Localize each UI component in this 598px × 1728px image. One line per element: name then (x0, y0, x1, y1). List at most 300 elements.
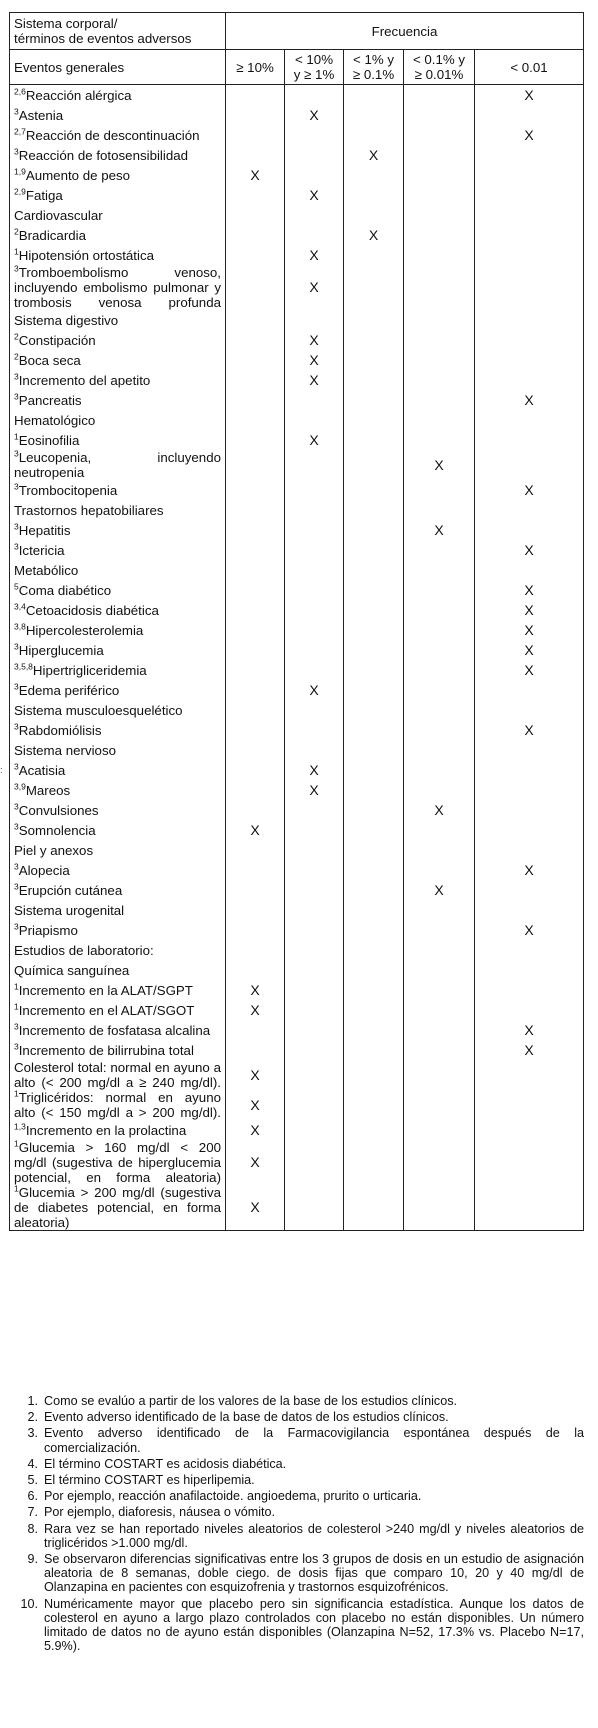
freq-cell-1 (226, 640, 285, 660)
freq-cell-5 (475, 430, 584, 450)
freq-cell-2 (285, 520, 344, 540)
freq-cell-2 (285, 225, 344, 245)
freq-cell-5 (475, 165, 584, 185)
freq-cell-5 (475, 520, 584, 540)
freq-cell-5 (475, 330, 584, 350)
event-term (10, 105, 226, 125)
margin-dots: : (0, 765, 3, 775)
freq-cell-5 (475, 960, 584, 980)
section-label (10, 840, 226, 860)
freq-cell-1 (226, 860, 285, 880)
footnote-ref: 3 (14, 921, 19, 932)
footnote-text: El término COSTART es hiperlipemia. (44, 1473, 255, 1488)
term-text: Hipercolesterolemia (25, 622, 144, 638)
term-text: Erupción cutánea (18, 882, 123, 898)
freq-cell-5 (475, 450, 584, 480)
freq-cell-4: X (404, 880, 475, 900)
freq-cell-5: X (475, 640, 584, 660)
footnote-number: 5. (27, 1473, 38, 1488)
freq-cell-5 (475, 840, 584, 860)
table-row (10, 600, 584, 620)
term-text: Leucopenia, incluyendo neutropenia (14, 450, 221, 480)
freq-cell-1 (226, 370, 285, 390)
section-label (10, 500, 226, 520)
col-header-2: < 10% y ≥ 1% (285, 50, 344, 85)
table-row (10, 430, 584, 450)
term-text: Aumento de peso (25, 167, 131, 183)
freq-cell-4 (404, 760, 475, 780)
footnote-ref: 5 (14, 581, 19, 592)
freq-cell-5 (475, 245, 584, 265)
event-term (10, 225, 226, 245)
freq-cell-2 (285, 700, 344, 720)
section-row (10, 840, 584, 860)
term-text: Metabólico (14, 562, 79, 578)
freq-cell-3: X (344, 225, 404, 245)
event-term (10, 330, 226, 350)
freq-cell-2 (285, 560, 344, 580)
freq-cell-2 (285, 620, 344, 640)
table-row (10, 165, 584, 185)
footnote-item (18, 1394, 584, 1408)
freq-cell-3 (344, 165, 404, 185)
term-text: Sistema musculoesquelético (14, 702, 183, 718)
freq-cell-3 (344, 330, 404, 350)
freq-cell-1: X (226, 1060, 285, 1090)
freq-cell-3 (344, 800, 404, 820)
event-term (10, 640, 226, 660)
freq-cell-1 (226, 390, 285, 410)
freq-cell-1 (226, 900, 285, 920)
header-row-top (10, 13, 584, 50)
freq-cell-2: X (285, 330, 344, 350)
freq-cell-2: X (285, 430, 344, 450)
freq-cell-1 (226, 680, 285, 700)
event-term (10, 370, 226, 390)
freq-cell-1 (226, 410, 285, 430)
event-term (10, 600, 226, 620)
freq-cell-2 (285, 85, 344, 106)
freq-cell-5: X (475, 920, 584, 940)
section-label (10, 940, 226, 960)
freq-cell-4 (404, 940, 475, 960)
event-term (10, 1090, 226, 1120)
freq-cell-3 (344, 740, 404, 760)
term-text: Coma diabético (18, 582, 112, 598)
freq-cell-2 (285, 1090, 344, 1120)
freq-cell-1 (226, 125, 285, 145)
footnote-ref: 3 (14, 541, 19, 552)
footnote-ref: 2 (14, 351, 19, 362)
footnote-ref: 1 (14, 431, 19, 442)
footnote-ref: 3 (14, 641, 19, 652)
freq-cell-4 (404, 780, 475, 800)
freq-cell-1: X (226, 820, 285, 840)
table-row (10, 225, 584, 245)
footnote-text: Por ejemplo, diaforesis, náusea o vómito. (44, 1505, 276, 1520)
freq-cell-3 (344, 450, 404, 480)
freq-cell-1 (226, 920, 285, 940)
table-row (10, 330, 584, 350)
freq-cell-1 (226, 700, 285, 720)
event-term (10, 390, 226, 410)
section-label (10, 700, 226, 720)
freq-cell-5: X (475, 540, 584, 560)
freq-cell-4 (404, 980, 475, 1000)
footnote-ref: 3 (14, 721, 19, 732)
freq-cell-3 (344, 760, 404, 780)
footnote-ref: 3,5,8 (14, 661, 33, 672)
freq-cell-1 (226, 500, 285, 520)
freq-cell-4 (404, 540, 475, 560)
freq-cell-5 (475, 980, 584, 1000)
footnote-item (18, 1597, 584, 1654)
freq-cell-3 (344, 185, 404, 205)
freq-cell-1: X (226, 165, 285, 185)
freq-cell-2 (285, 1020, 344, 1040)
freq-cell-1 (226, 540, 285, 560)
event-term (10, 1140, 226, 1185)
term-text: Eosinofilia (18, 432, 80, 448)
freq-cell-5 (475, 370, 584, 390)
term-text: Química sanguínea (14, 962, 130, 978)
term-text: Trombocitopenia (18, 482, 118, 498)
col-header-1: ≥ 10% (226, 50, 285, 85)
footnote-ref: 3 (14, 801, 19, 812)
footnote-text: Se observaron diferencias significativas entre los 3 grupos de dosis en un estudio de asignación aleatoria de 8 semanas, doble ciego. de dosis fijas que comparo 10, 20 y 40 mg/dl de Olanzapina en pacientes con esquizofrenia y trastornos esquizofrénicos. (44, 1552, 584, 1595)
footnote-ref: 3 (14, 881, 19, 892)
footnote-ref: 1,3 (14, 1121, 26, 1132)
footnote-number: 6. (27, 1489, 38, 1504)
footnote-number: 10. (20, 1596, 38, 1611)
freq-cell-4 (404, 245, 475, 265)
freq-cell-3 (344, 700, 404, 720)
table-row (10, 820, 584, 840)
freq-cell-4 (404, 1000, 475, 1020)
freq-cell-4 (404, 265, 475, 310)
term-text: Acatisia (18, 762, 66, 778)
freq-cell-2 (285, 820, 344, 840)
table-row (10, 1185, 584, 1231)
freq-cell-5: X (475, 620, 584, 640)
table-row (10, 450, 584, 480)
freq-cell-5 (475, 1140, 584, 1185)
term-text: Hiperglucemia (18, 642, 104, 658)
footnote-number: 1. (27, 1394, 38, 1408)
event-term (10, 185, 226, 205)
footnote-ref: 1 (14, 1183, 19, 1194)
freq-cell-2 (285, 540, 344, 560)
freq-cell-5 (475, 1060, 584, 1090)
table-row (10, 720, 584, 740)
freq-cell-3 (344, 1185, 404, 1231)
freq-cell-1: X (226, 1090, 285, 1120)
freq-cell-2 (285, 900, 344, 920)
freq-cell-1 (226, 780, 285, 800)
footnote-ref: 3 (14, 263, 19, 274)
freq-cell-4 (404, 680, 475, 700)
table-row (10, 370, 584, 390)
freq-cell-5: X (475, 580, 584, 600)
freq-cell-4 (404, 1040, 475, 1060)
freq-cell-5 (475, 205, 584, 225)
term-text: Mareos (25, 782, 71, 798)
freq-cell-3 (344, 960, 404, 980)
event-term (10, 1020, 226, 1040)
freq-cell-1 (226, 720, 285, 740)
freq-cell-2 (285, 920, 344, 940)
event-term (10, 1000, 226, 1020)
footnote-ref: 2 (14, 331, 19, 342)
footnote-item (18, 1410, 584, 1424)
footnote-ref: 3 (14, 761, 19, 772)
term-text: Ictericia (18, 542, 65, 558)
freq-cell-3 (344, 350, 404, 370)
freq-cell-3 (344, 620, 404, 640)
footnote-item (18, 1457, 584, 1471)
event-term (10, 125, 226, 145)
freq-cell-4 (404, 720, 475, 740)
freq-cell-3 (344, 900, 404, 920)
event-term (10, 660, 226, 680)
term-text: Tromboembolismo venoso, incluyendo embolismo pulmonar y trombosis venosa profunda (14, 265, 221, 310)
freq-cell-3 (344, 245, 404, 265)
footnote-ref: 2 (14, 226, 19, 237)
event-term (10, 880, 226, 900)
footnote-ref: 3 (14, 371, 19, 382)
col-header-5: < 0.01 (475, 50, 584, 85)
footnotes-list (18, 1394, 584, 1655)
term-text: Reacción alérgica (25, 87, 132, 103)
freq-cell-4 (404, 500, 475, 520)
section-label (10, 410, 226, 430)
freq-cell-1 (226, 85, 285, 106)
event-term (10, 450, 226, 480)
freq-cell-1 (226, 225, 285, 245)
freq-cell-1 (226, 265, 285, 310)
freq-cell-5: X (475, 390, 584, 410)
freq-cell-5 (475, 740, 584, 760)
freq-cell-4 (404, 1140, 475, 1185)
freq-cell-5 (475, 1120, 584, 1140)
freq-cell-4 (404, 640, 475, 660)
term-text: Estudios de laboratorio: (14, 942, 154, 958)
freq-cell-3 (344, 920, 404, 940)
event-term (10, 980, 226, 1000)
freq-cell-5 (475, 820, 584, 840)
term-text: Hepatitis (18, 522, 71, 538)
freq-cell-5: X (475, 660, 584, 680)
event-term (10, 760, 226, 780)
term-text: Pancreatis (18, 392, 82, 408)
table-row (10, 680, 584, 700)
freq-cell-2 (285, 145, 344, 165)
footnote-ref: 3 (14, 821, 19, 832)
freq-cell-4 (404, 350, 475, 370)
table-row (10, 980, 584, 1000)
section-row (10, 560, 584, 580)
freq-cell-2 (285, 800, 344, 820)
freq-cell-4 (404, 205, 475, 225)
table-row (10, 1060, 584, 1090)
footnote-ref: 1 (14, 981, 19, 992)
freq-cell-3 (344, 1040, 404, 1060)
term-text: Constipación (18, 332, 96, 348)
header-row-columns (10, 50, 584, 85)
table-row (10, 620, 584, 640)
footnote-text: Como se evalúo a partir de los valores de la base de los estudios clínicos. (44, 1394, 458, 1408)
term-text: Incremento en el ALAT/SGOT (18, 1002, 195, 1018)
section-general-events: Eventos generales (10, 50, 226, 85)
freq-cell-2 (285, 1000, 344, 1020)
freq-cell-3 (344, 480, 404, 500)
freq-cell-2 (285, 310, 344, 330)
freq-cell-1 (226, 840, 285, 860)
freq-cell-4 (404, 560, 475, 580)
freq-cell-4 (404, 145, 475, 165)
footnote-ref: 3,4 (14, 601, 26, 612)
freq-cell-4 (404, 1185, 475, 1231)
freq-cell-4 (404, 225, 475, 245)
freq-cell-1 (226, 245, 285, 265)
freq-cell-1 (226, 350, 285, 370)
freq-cell-5 (475, 500, 584, 520)
event-term (10, 480, 226, 500)
freq-cell-2 (285, 1040, 344, 1060)
freq-cell-4 (404, 185, 475, 205)
section-row (10, 940, 584, 960)
footnote-ref: 3 (14, 521, 19, 532)
section-row (10, 960, 584, 980)
table-row (10, 185, 584, 205)
freq-cell-4 (404, 920, 475, 940)
freq-cell-5 (475, 310, 584, 330)
freq-cell-2 (285, 410, 344, 430)
freq-cell-3 (344, 820, 404, 840)
term-text: Cardiovascular (14, 207, 103, 223)
freq-cell-2 (285, 840, 344, 860)
section-row (10, 205, 584, 225)
footnote-number: 2. (27, 1410, 38, 1425)
freq-cell-5 (475, 700, 584, 720)
footnote-number: 7. (27, 1505, 38, 1520)
freq-cell-2 (285, 980, 344, 1000)
freq-cell-5 (475, 1000, 584, 1020)
freq-cell-3 (344, 580, 404, 600)
freq-cell-1 (226, 800, 285, 820)
term-text: Astenia (18, 107, 64, 123)
freq-cell-4 (404, 85, 475, 106)
freq-cell-2 (285, 1140, 344, 1185)
freq-cell-3 (344, 265, 404, 310)
footnote-text: Evento adverso identificado de la base de datos de los estudios clínicos. (44, 1410, 449, 1425)
footnote-ref: 3,9 (14, 781, 26, 792)
freq-cell-4 (404, 1060, 475, 1090)
footnote-item (18, 1552, 584, 1595)
freq-cell-1: X (226, 1120, 285, 1140)
footnote-text: Numéricamente mayor que placebo pero sin significancia estadística. Aunque los datos de colesterol en ayuno a largo plazo controlados con placebo no están disponibles. Un número limitado de datos no de ayuno están disponibles (Olanzapina N=52, 17.3% vs. Placebo N=17, 5.9%). (44, 1596, 584, 1654)
freq-cell-2: X (285, 185, 344, 205)
section-row (10, 310, 584, 330)
frequency-header: Frecuencia (226, 13, 584, 50)
freq-cell-1 (226, 520, 285, 540)
freq-cell-1: X (226, 1185, 285, 1231)
footnote-text: Evento adverso identificado de la Farmacovigilancia espontánea después de la comercialización. (44, 1426, 584, 1455)
section-label (10, 900, 226, 920)
freq-cell-3 (344, 780, 404, 800)
freq-cell-4 (404, 390, 475, 410)
table-row (10, 580, 584, 600)
term-text: Sistema digestivo (14, 312, 119, 328)
freq-cell-2 (285, 580, 344, 600)
freq-cell-2: X (285, 265, 344, 310)
freq-cell-5 (475, 560, 584, 580)
footnote-item (18, 1522, 584, 1550)
freq-cell-2 (285, 960, 344, 980)
freq-cell-3 (344, 1120, 404, 1140)
freq-cell-2: X (285, 245, 344, 265)
freq-cell-3 (344, 370, 404, 390)
footnote-text: Por ejemplo, reacción anafilactoide. angioedema, prurito o urticaria. (44, 1489, 422, 1504)
freq-cell-5 (475, 225, 584, 245)
footnote-ref: 3 (14, 1041, 19, 1052)
freq-cell-4 (404, 1020, 475, 1040)
freq-cell-5: X (475, 720, 584, 740)
event-term (10, 580, 226, 600)
freq-cell-1: X (226, 1000, 285, 1020)
freq-cell-2 (285, 720, 344, 740)
term-text: Sistema nervioso (14, 742, 116, 758)
footnote-ref: 3 (14, 481, 19, 492)
term-text: Incremento en la ALAT/SGPT (18, 982, 193, 998)
freq-cell-2 (285, 165, 344, 185)
freq-cell-3 (344, 500, 404, 520)
freq-cell-5: X (475, 860, 584, 880)
freq-cell-4 (404, 165, 475, 185)
table-row (10, 390, 584, 410)
term-text: Glucemia > 200 mg/dl (sugestiva de diabetes potencial, en forma aleatoria) (14, 1185, 221, 1230)
footnote-ref: 2,9 (14, 186, 26, 197)
freq-cell-3 (344, 640, 404, 660)
freq-cell-2: X (285, 370, 344, 390)
freq-cell-1 (226, 660, 285, 680)
freq-cell-3 (344, 540, 404, 560)
event-term (10, 920, 226, 940)
freq-cell-5: X (475, 125, 584, 145)
event-term (10, 720, 226, 740)
event-term (10, 680, 226, 700)
table-row (10, 1020, 584, 1040)
freq-cell-5: X (475, 480, 584, 500)
freq-cell-2 (285, 940, 344, 960)
table-row (10, 105, 584, 125)
term-text: Hematológico (14, 412, 96, 428)
event-term (10, 540, 226, 560)
footnote-number: 3. (27, 1426, 38, 1441)
freq-cell-1 (226, 1040, 285, 1060)
footnote-item (18, 1473, 584, 1487)
adverse-events-table (9, 12, 584, 1231)
freq-cell-4 (404, 900, 475, 920)
table-row (10, 145, 584, 165)
freq-cell-1 (226, 960, 285, 980)
table-row (10, 265, 584, 310)
term-text: Piel y anexos (14, 842, 94, 858)
term-text: Edema periférico (18, 682, 120, 698)
freq-cell-5 (475, 185, 584, 205)
freq-cell-5 (475, 940, 584, 960)
table-row (10, 640, 584, 660)
